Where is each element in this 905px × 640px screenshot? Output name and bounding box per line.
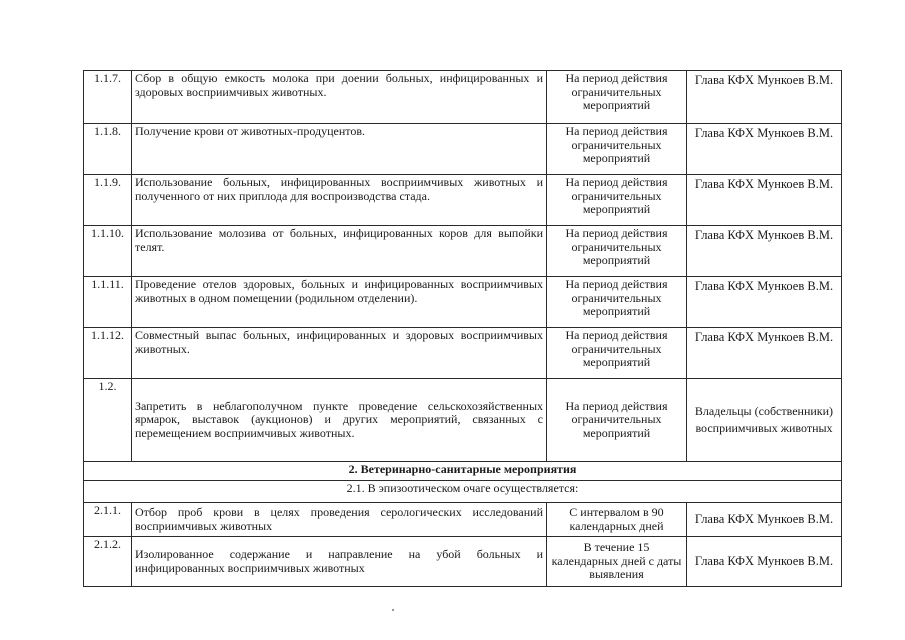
measure-responsible: Владельцы (собственники) восприимчивых животных (687, 379, 842, 462)
measure-text: Изолированное содержание и направление на убой больных и инфицированных восприимчивых животных (132, 537, 547, 587)
row-number: 2.1.1. (84, 503, 132, 537)
row-number: 1.1.7. (84, 71, 132, 124)
measures-table (83, 70, 842, 587)
measure-period: С интервалом в 90 календарных дней (547, 503, 687, 537)
measure-period: На период действия ограничительных мероприятий (547, 277, 687, 328)
measure-responsible: Глава КФХ Мункоев В.М. (687, 503, 842, 537)
measure-responsible: Глава КФХ Мункоев В.М. (687, 277, 842, 328)
measure-responsible: Глава КФХ Мункоев В.М. (687, 537, 842, 587)
table-row (84, 175, 842, 226)
subsection-title: 2.1. В эпизоотическом очаге осуществляется: (84, 481, 842, 503)
measure-text: Использование молозива от больных, инфицированных коров для выпойки телят. (132, 226, 547, 277)
measure-period: На период действия ограничительных мероприятий (547, 379, 687, 462)
table-row (84, 503, 842, 537)
measure-period: На период действия ограничительных мероприятий (547, 175, 687, 226)
section-heading-row (84, 462, 842, 481)
measure-responsible: Глава КФХ Мункоев В.М. (687, 226, 842, 277)
subsection-heading-row (84, 481, 842, 503)
measure-period: На период действия ограничительных мероприятий (547, 71, 687, 124)
table-row (84, 124, 842, 175)
measure-responsible: Глава КФХ Мункоев В.М. (687, 71, 842, 124)
row-number: 1.1.11. (84, 277, 132, 328)
measure-period: На период действия ограничительных мероприятий (547, 124, 687, 175)
table-row (84, 328, 842, 379)
table-row (84, 71, 842, 124)
measure-text: Проведение отелов здоровых, больных и инфицированных восприимчивых животных в одном помещении (родильном отделении). (132, 277, 547, 328)
measure-text: Запретить в неблагополучном пункте проведение сельскохозяйственных ярмарок, выставок (аукционов) и других мероприятий, связанных с перемещением восприимчивых животных. (132, 379, 547, 462)
row-number: 1.2. (84, 379, 132, 462)
row-number: 1.1.9. (84, 175, 132, 226)
measure-period: На период действия ограничительных мероприятий (547, 328, 687, 379)
table-row (84, 277, 842, 328)
row-number: 1.1.12. (84, 328, 132, 379)
row-number: 2.1.2. (84, 537, 132, 587)
measure-responsible: Глава КФХ Мункоев В.М. (687, 124, 842, 175)
measure-responsible: Глава КФХ Мункоев В.М. (687, 175, 842, 226)
measure-responsible: Глава КФХ Мункоев В.М. (687, 328, 842, 379)
measure-period: На период действия ограничительных мероприятий (547, 226, 687, 277)
section-title: 2. Ветеринарно-санитарные мероприятия (84, 462, 842, 481)
row-number: 1.1.8. (84, 124, 132, 175)
row-number: 1.1.10. (84, 226, 132, 277)
measure-text: Совместный выпас больных, инфицированных и здоровых восприимчивых животных. (132, 328, 547, 379)
table-row (84, 226, 842, 277)
measure-text: Отбор проб крови в целях проведения серологических исследований восприимчивых животных (132, 503, 547, 537)
measure-period: В течение 15 календарных дней с даты выявления (547, 537, 687, 587)
measure-text: Использование больных, инфицированных восприимчивых животных и полученного от них приплода для воспроизводства стада. (132, 175, 547, 226)
measure-text: Получение крови от животных-продуцентов. (132, 124, 547, 175)
scan-speck (392, 609, 394, 611)
table-row (84, 537, 842, 587)
measure-text: Сбор в общую емкость молока при доении больных, инфицированных и здоровых восприимчивых животных. (132, 71, 547, 124)
table-row (84, 379, 842, 462)
